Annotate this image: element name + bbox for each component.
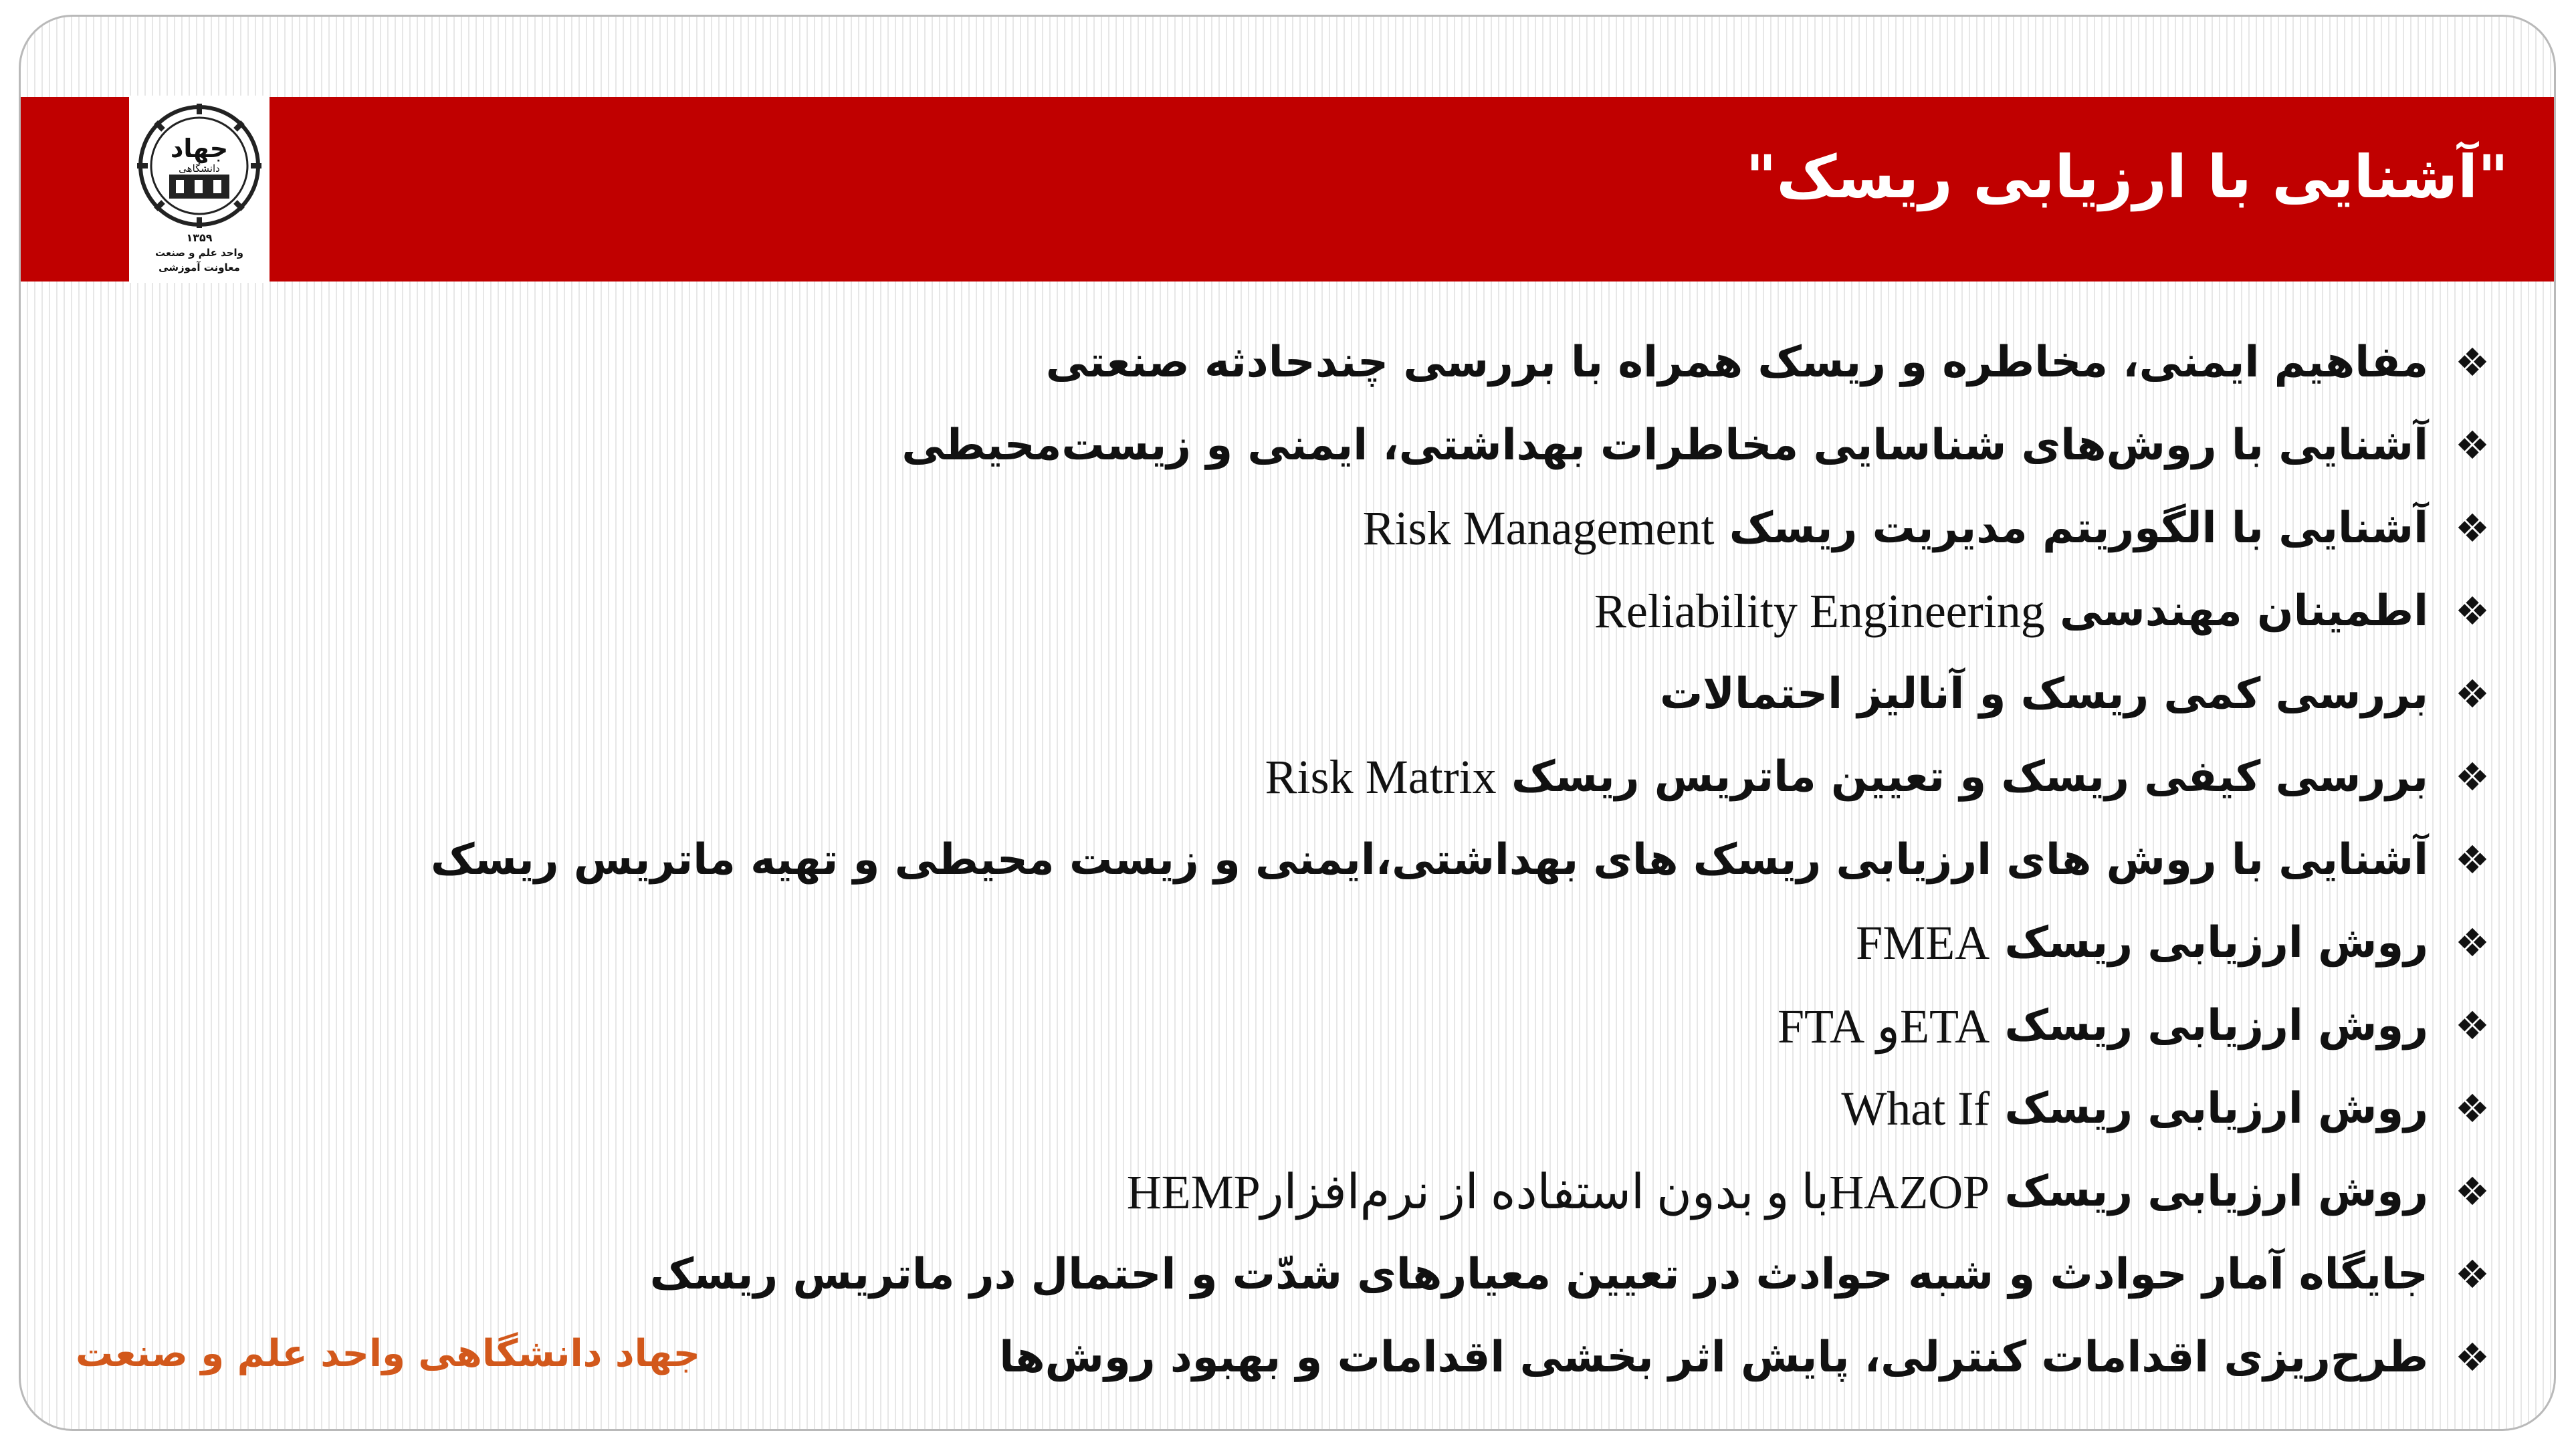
topic-text: طرح‌ریزی اقدامات کنترلی، پایش اثر بخشی اقدامات و بهبود روش‌ها (999, 1333, 2428, 1382)
diamond-bullet-icon: ❖ (2455, 754, 2490, 800)
topic-text: آشنایی با روش های ارزیابی ریسک های بهداشتی،ایمنی و زیست محیطی و تهیه ماتریس ریسک (431, 835, 2428, 885)
topic-text: روش ارزیابی ریسک (2004, 1084, 2428, 1133)
svg-text:۱۳۵۹: ۱۳۵۹ (186, 231, 213, 244)
topic-text: بررسی کمی ریسک و آنالیز احتمالات (1659, 669, 2428, 719)
diamond-bullet-icon: ❖ (2455, 671, 2490, 717)
topic-english-term: Reliability Engineering (1594, 584, 2045, 638)
topic-text: بررسی کیفی ریسک و تعیین ماتریس ریسک (1511, 752, 2428, 802)
institution-emblem-icon (129, 96, 270, 283)
svg-text:معاونت آموزشی: معاونت آموزشی (158, 261, 240, 273)
diamond-bullet-icon: ❖ (2455, 1252, 2490, 1297)
topic-list (431, 321, 2490, 1399)
topic-english-term: HAZOPبا و بدون استفاده از نرم‌افزارHEMP (1126, 1165, 1990, 1219)
diamond-bullet-icon: ❖ (2455, 423, 2490, 468)
footer-label: جهاد دانشگاهی واحد علم و صنعت (76, 1332, 701, 1375)
diamond-bullet-icon: ❖ (2455, 1003, 2490, 1048)
diamond-bullet-icon: ❖ (2455, 1086, 2490, 1131)
topic-text: اطمینان مهندسی (2060, 586, 2428, 636)
topic-text: روش ارزیابی ریسک (2004, 1167, 2428, 1216)
topic-item (431, 984, 2490, 1067)
topic-item (431, 1150, 2490, 1233)
topic-text: مفاهیم ایمنی، مخاطره و ریسک همراه با بررسی چندحادثه صنعتی (1045, 338, 2428, 387)
slide-frame (19, 15, 2556, 1431)
topic-english-term: FMEA (1856, 915, 1990, 970)
svg-text:واحد علم و صنعت: واحد علم و صنعت (154, 247, 244, 259)
topic-text: روش ارزیابی ریسک (2004, 918, 2428, 968)
topic-text: آشنایی با الگوریتم مدیریت ریسک (1729, 504, 2428, 553)
topic-item (431, 1316, 2490, 1399)
topic-item (431, 818, 2490, 901)
topic-item (431, 736, 2490, 818)
topic-english-term: ETAو FTA (1777, 999, 1990, 1053)
topic-item (431, 1067, 2490, 1150)
diamond-bullet-icon: ❖ (2455, 837, 2490, 883)
diamond-bullet-icon: ❖ (2455, 588, 2490, 634)
topic-item (431, 901, 2490, 984)
slide-title: "آشنایی با ارزیابی ریسک" (1745, 142, 2508, 211)
topic-item (431, 404, 2490, 487)
topic-text: آشنایی با روش‌های شناسایی مخاطرات بهداشتی، ایمنی و زیست‌محیطی (901, 421, 2428, 470)
topic-text: جایگاه آمار حوادث و شبه حوادث در تعیین معیارهای شدّت و احتمال در ماتریس ریسک (649, 1250, 2428, 1299)
topic-item (431, 653, 2490, 736)
topic-item (431, 1233, 2490, 1316)
topic-english-term: Risk Matrix (1265, 750, 1497, 804)
svg-text:جهاد: جهاد (170, 134, 229, 163)
diamond-bullet-icon: ❖ (2455, 506, 2490, 551)
diamond-bullet-icon: ❖ (2455, 340, 2490, 385)
diamond-bullet-icon: ❖ (2455, 920, 2490, 966)
topic-english-term: Risk Management (1362, 501, 1715, 555)
diamond-bullet-icon: ❖ (2455, 1335, 2490, 1380)
topic-item (431, 487, 2490, 570)
topic-text: روش ارزیابی ریسک (2004, 1001, 2428, 1050)
svg-text:دانشگاهی: دانشگاهی (179, 162, 220, 175)
topic-item (431, 570, 2490, 653)
topic-english-term: What If (1841, 1081, 1990, 1135)
diamond-bullet-icon: ❖ (2455, 1169, 2490, 1214)
institution-logo (129, 96, 270, 283)
topic-item (431, 321, 2490, 404)
